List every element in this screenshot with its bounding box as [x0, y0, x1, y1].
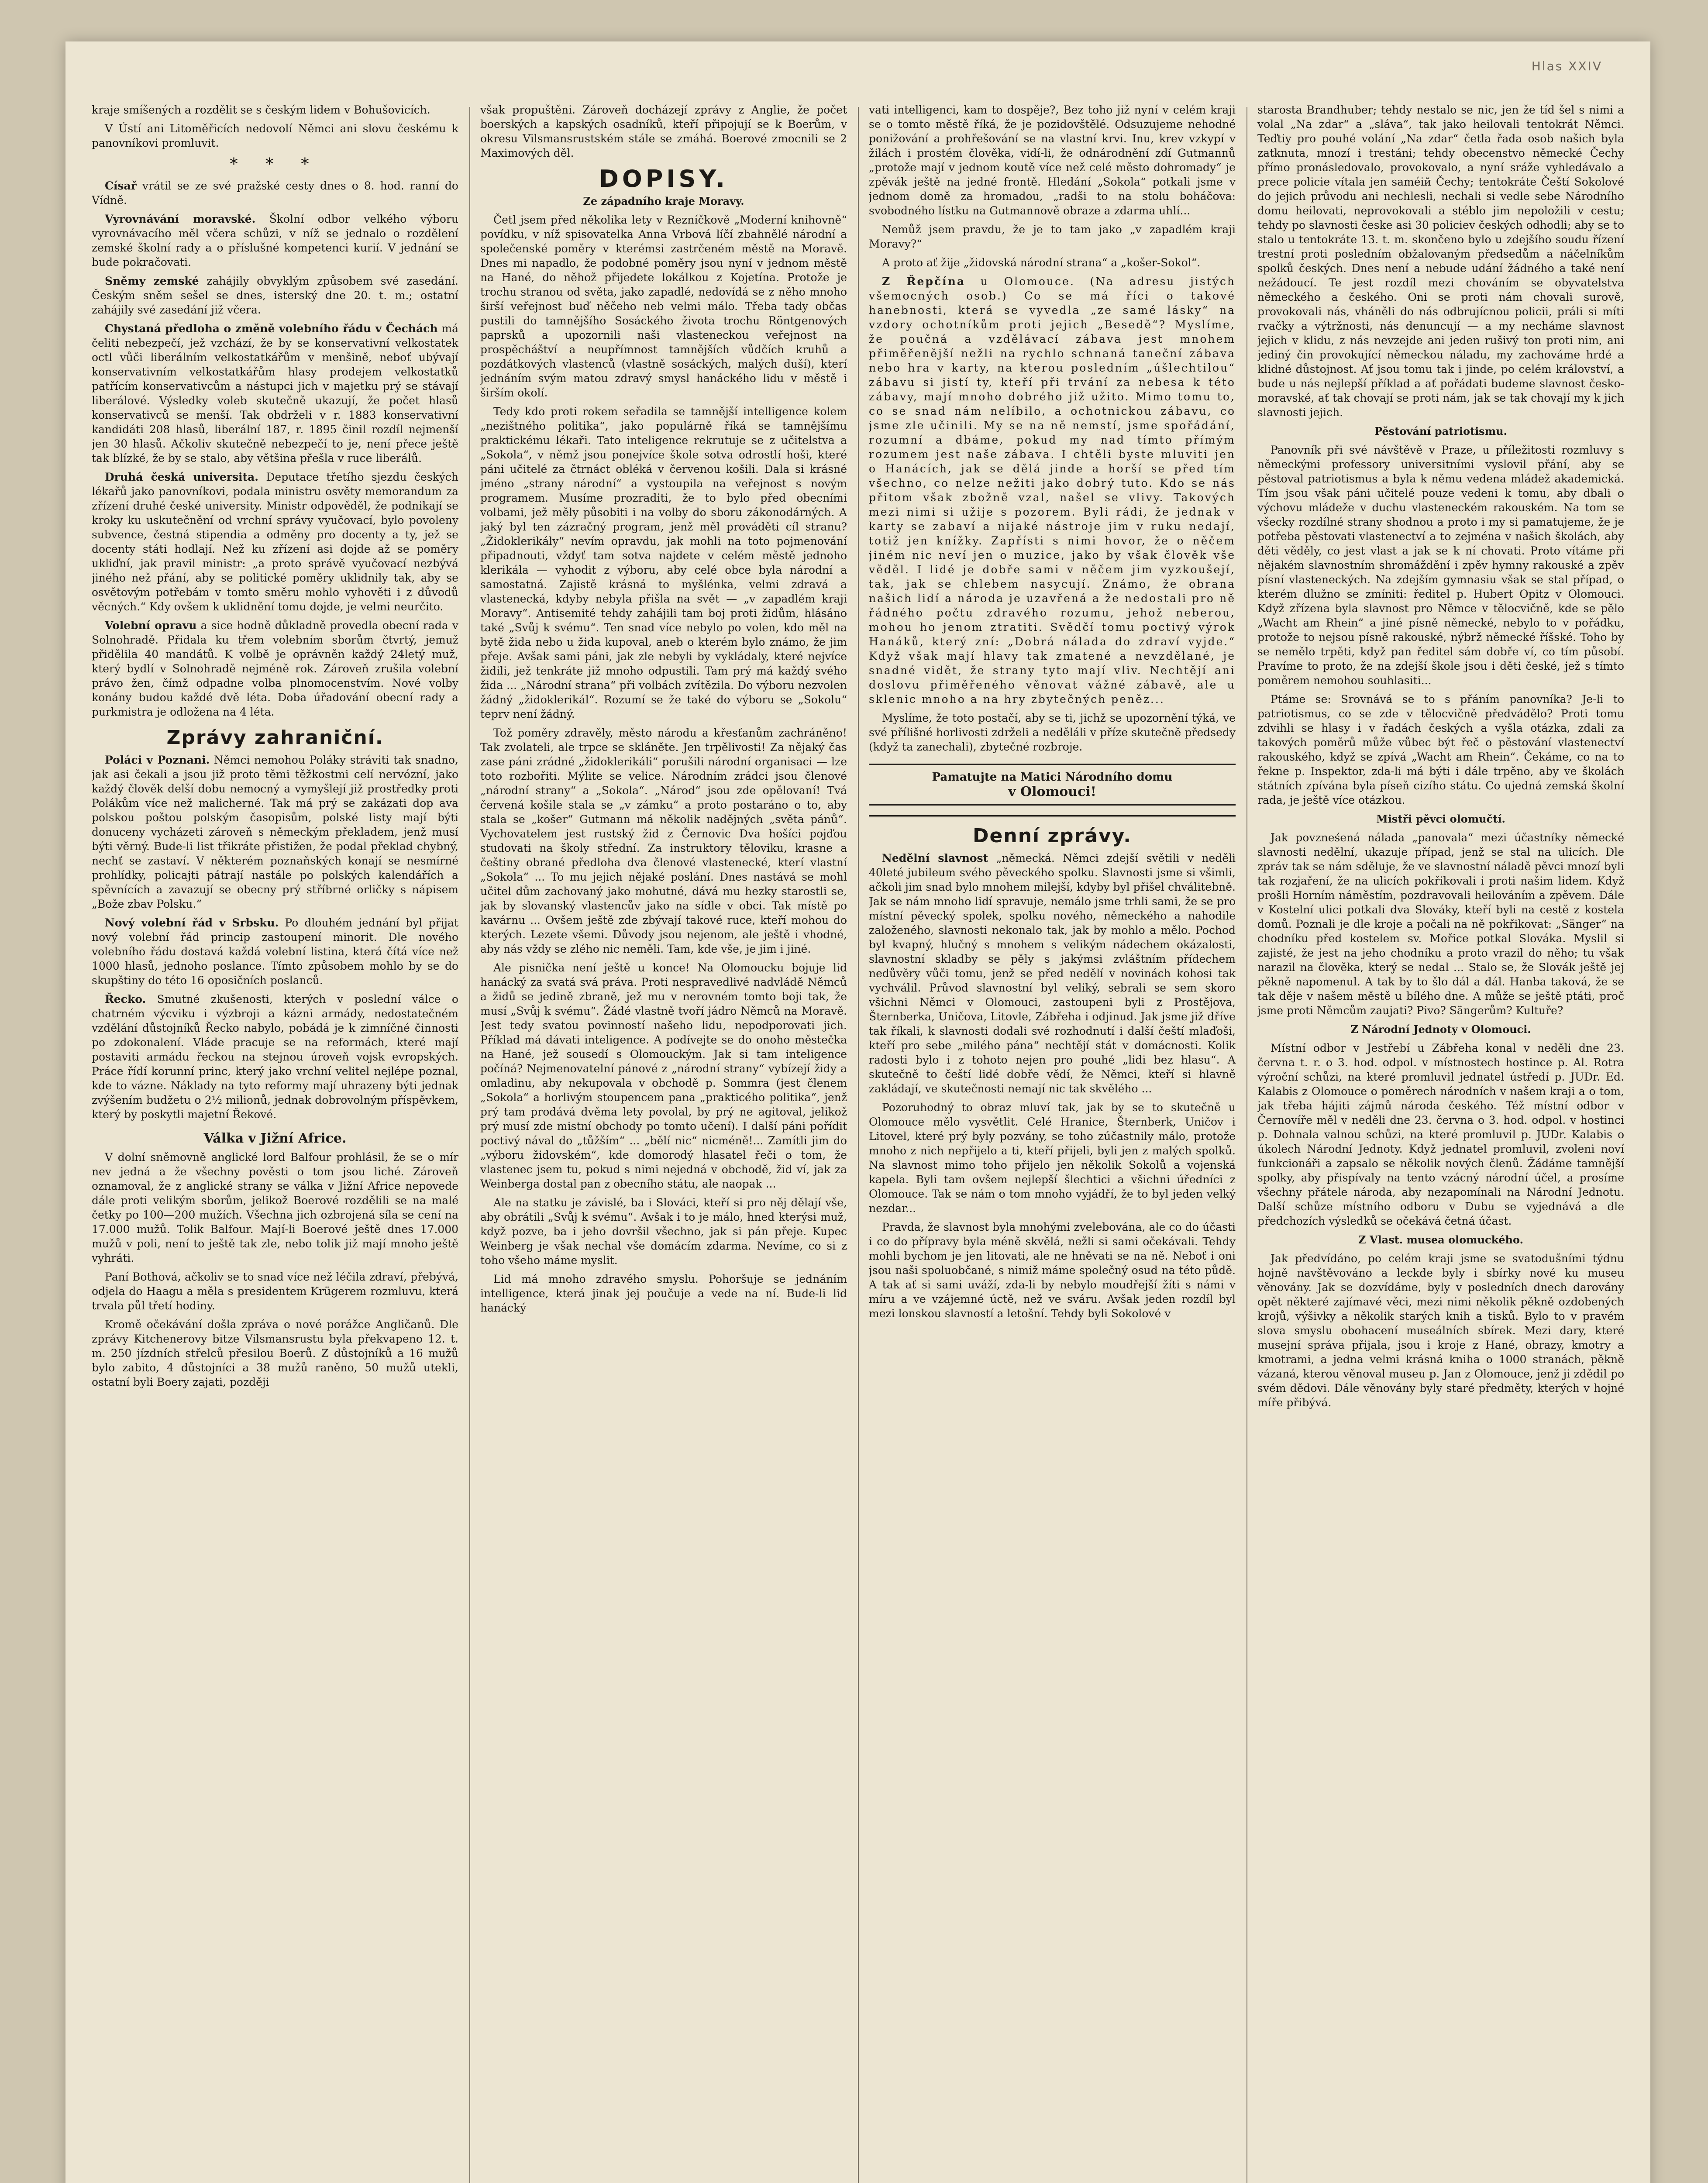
- article-body: Němci nemohou Polákу stráviti tak snadno, jak asi čekali a jsou již proto těmi těžkostmi celí nervózní, jako každý člověk delší dobu nemocný a vymyšlejí již prostředky proti Polákům více než malicherné. Tak má prý se zakázati dop ava polskou poštou polským časopisům, polské listy mají býti donuceny vycházeti zároveň s německým překladem, jenž musí býti věrný. Bude-li list třikráte přistižen, že podal překlad chybný, nechť se zastaví. V některém poznaňských konají se nesmírné prohlídky, policajti pátrají nastále po polských kalendářích a spěvnících a zavazují se obecny prý stříbrné orličky s nápisem „Bože zbav Polsku.“: [92, 754, 458, 910]
- article-valka-3: Kromě očekávání došla zpráva o nové porážce Angličanů. Dle zprávy Kitchenerovy bitze Vilsmansrustu byla překvapeno 12. t. m. 250 jízdních střelců přesilou Boerů. Z důstojníků a 16 mužů bylo zabito, 4 důstojníci a 38 mužů raněno, 50 mužů utekli, ostatní byli Boery zajati, později: [92, 1318, 458, 1388]
- article-body: Školní odbor velkého výboru vyrovnávacího měl včera schůzi, v níž se jednalo o rozdělení zemské školní rady a o příslušné kompetenci kurií. V jednání se bude pokračovati.: [92, 213, 458, 269]
- column-rule: [858, 107, 859, 2183]
- intro-paragraph-2: V Ústí ani Litoměřicích nedovolí Němci ani slovu českému k panovníkovi promluvit.: [92, 122, 458, 149]
- article-vyrovnavani: [92, 212, 458, 269]
- column-4: [1257, 103, 1624, 2183]
- intro-paragraph-1: kraje smíšených a rozdělit se s českým lidem v Bohušovicích.: [92, 103, 430, 116]
- continued-paragraph: starosta Brandhuber; tehdy nestalo se nic, jen že tíd šel s nimi a volal „Na zdar“ a „sláva“, tak jako heilovali tentokrát Němci. Teďtiy pro pouhé volání „Na zdar“ četla řada osob našich byla zatknuta, mnozí i trestáni; tehdy obecenstvo německé Čechy přímo pronásledovalo, provokovalo, a nyní sráže vyhledávalo a prece policie vítala jen saméiй Čechy; tentokráte Čeští Sokolové do jejich průvodu ani nechlesli, nechali si vedle sebe Národního domu heilovati, neprovokovali a stéblo jim nepoložili v cestu; tehdy po slavnosti česke asi 30 policiev českých odhodli; aby se to stalo u tentokráte 13. t. m. skončeno bylo u zdejšího soudu řízení trestní proti posledním obžalovaným předsedům a náčelníkům spolků českých. Dnes není a nebude udání žádného a také není nežádoucí. Te jest rozdíl mezi chováním se obyvatelstva německého a českého. Oni se proti nám chovali surově, provokovali nás, vháněli do nás odbrujícnou policii, práli si míti rvačky a výtržnosti, nás denuncují — a my necháme slavnost jejich v klidu, z nás nevzejde ani jeden rušivý ton proti nim, ani jediný čin provokující německou náladu, my zachováme hrdé a klidné důstojnost. Ať jsou tomu tak i jinde, po celém království, a bude u nás nejlepší příklad a ať pořádati budeme slavnost česko-moravské, ať tak chovají se proti nám, jak se tak chovají my k jich slavnosti jejich.: [1257, 103, 1624, 419]
- column-1: [92, 103, 458, 2183]
- article-paragraph: Jak povzneśená nálada „panovala“ mezi účastníky německé slavnosti nedělní, ukazuje případ, jenž se stal na ulicích. Dle zpráv tak se nám sděluje, že ve slavnostní náladě pěvci mnozí byli tak rozjaření, že na ulicích pokřikovali i proti našim lidem. Když prošli Horním náměstím, pozdravovali heilováním a zpěvem. Dále v Kostelní ulici potkali dva Slováky, kteří byli na cestě z kostela domů. Poznali je dle kroje a počali na ně pokřikovat: „Sänger“ na chodníku před kostelem sv. Mořice potkal Slováka. Myslil si zajisté, že jest na jeho chodníku a proto vrazil do něho; tu však narazil na člověka, který se nedal ... Stalo se, že Slovák ještě jej pěkně napomenul. A tak by to šlo dál a dál. Hanba taková, že se tak děje v našem městě u bílého dne. A může se ještě ptáti, proč jsme proti Němcům zaujati? Pivo? Sängerům? Kultuře?: [1257, 831, 1624, 1017]
- section-separator: * * *: [230, 155, 320, 173]
- article-body: Po dlouhém jednání byl přijat nový volební řád princip zastoupení minorit. Dle nového volebního řádu dostavá každá volební listina, která čítá více než 1000 hlasů, jednoho poslance. Tímto způsobem mohlo by se do skupštiny do této 16 oposičních poslanců.: [92, 916, 458, 987]
- matice-notice-line-2: v Olomouci!: [1008, 784, 1096, 799]
- article-title: Nový volební řád v Srbsku.: [105, 916, 279, 929]
- section-heading-denni: Denní zprávy.: [973, 825, 1132, 847]
- article-volebni-oprava: [92, 618, 458, 719]
- letter-body: u Olomouce. (Na adresu jistých všemocných osob.) Co se má říci o takové hanebnosti, která se vyvedla „ze samé lásky“ na vzdory ochotníkům proti jejich „Besedě“? Myslíme, že poučná a vzdělávací zábava jest mnohem přiměřenější nežli na rychlo schnaná taneční zábava nebo hra v karty, na kterou posledním „úšlechtilou“ zábavu si jistí ty, kteří při trvání za nebesa k této zábavy, mají mnoho dobrého již užito. Mimo tomu to, co se snad nám nelíbilo, a ochotnickou zábavu, co jsme zle učinili. My se na ně nemstí, jsme spořádání, rozumní a dbáme, pokud my nad tímto přímým rozumem jest naše zábava. I chtěli byste mluviti jen o Hanácích, jak se dělá jinde a horší se před tím všechno, co nelze nežiti jako dobrý tuto. Kdo se nás přitom však zbožně vzal, našel se vlivy. Takových mezi nimi si užije s pozorem. Byli rádi, že jednak v karty se zabaví a nijaké nástroje jim v ruku nedají, totiž jen knížky. Zapřísti s nimi hovor, že o něčem jiném nic neví jen o muzice, jako by však člověk vše věděl. I lidé je dobře sami v něčem jim vyzkoušejí, tak, jak se chlebem nasycují. Známo, že obrana našich lidí a národa je uzavřená a že nedostali pro ně řádného počtu zdravého rozumu, jehož neberou, mohou ho jenom ztratiti. Svědčí tomu poctivý výrok Hanáků, který zní: „Dobrá nálada do zdraví vyjde.“ Když však mají hlavy tak zmatené a nevzdělané, je snadné vidět, že strany tyto mají vliv. Nechtějí ani doslovu přiměřeného věnovat vážné zábavě, ale u sklenic mnoho a na hry zbytečných peněz...: [869, 275, 1236, 706]
- article-heading-museum: Z Vlast. musea olomuckého.: [1358, 1233, 1523, 1246]
- article-title: Nedělní slavnost: [882, 852, 988, 864]
- article-recko: [92, 992, 458, 1122]
- running-header: Hlas XXIV: [1531, 59, 1602, 73]
- article-paragraph: Ptáme se: Srovnává se to s přáním panovníka? Je-li to patriotismus, co se zde v tělocvičně předvádělo? Proti tomu zdvihli se hlasy i v řadách českých a vyšla otázka, zdali za takových poměrů může vůbec být řeč o pěstování vlastenectví rakouského, když se zpívá „Wacht am Rhein“. Čekáme, co na to řekne p. Inspektor, zda-li má býti i dále trpěno, aby ve školách státních zpívána byla píseň cizího státu. Co ujedná zemská školní rada, je ještě více otázkou.: [1257, 693, 1624, 806]
- article-title: Sněmy zemské: [105, 275, 199, 287]
- article-body: má čeliti nebezpečí, jež vzchází, že by se konservativní velkostatek octl vůči liberálním velkostatkářům v menšině, neboť ubývají konservativním velkostatkářům hlasy prodejem velkostatků patřícím konservativcům a nástupci jich v majetku prý se stávají liberálové. Výsledky voleb skutečně ukazují, že počet hlasů konservativců se menší. Tak obdrželi v r. 1883 konservativní kandidáti 208 hlasů, liberální 187, r. 1895 činil rozdíl nejmenší jen 30 hlasů. Ačkoliv skutečně nebezpečí to je, není přece ještě tak blízké, že by se stalo, aby většina přešla v ruce liberálů.: [92, 322, 458, 465]
- section-heading-zahranicni: Zprávy zahraniční.: [166, 727, 384, 749]
- article-body: „německá. Němci zdejší světili v neděli 40leté jubileum svého pěveckého spolku. Slavnosti jsme si všimli, ačkoli jim snad bylo mnohem milejší, kdyby byl přišel chválitebně. Jak se nám mnoho lidí spravuje, nemálo jsme trhli sami, že se pro místní pěvecký spolek, spolku nového, německého a nahodile založeného, slavnosti nekonalo tak, jak by mohlo a mělo. Pochod byl kvapný, hlučný s mnohem s velikým nádechem okázalosti, slavnostní skladby se pěly s jakýmsi zvláštním přídechem nedůvěry vůči tomu, jenž se před nedělí v novinách kohosi tak vychválil. Průvod slavnostní byl veliký, sebrali se sem skoro všichni Němci v Olomouci, zastoupeni byli z Prostějova, Šternberka, Uničova, Litovle, Zábřeha i odjinud. Jak jsme již dříve tak říkali, k slavnosti dodali své rozhodnutí i další čeští mlaďoši, kteří pro sebe „milého pána“ nechtějí stát v domácnosti. Kolik radosti bylo i z tohoto nejen pro pouhé „lidi bez hlasu“. A skutečně to čeští lidé dobře vědí, že Němci, kteří si hlavně zakládají, ve skutečnosti nemají nic tak skvělého ...: [869, 852, 1236, 1095]
- article-slavnost: [869, 851, 1236, 1096]
- article-title: Císař: [105, 179, 137, 192]
- letter-paragraph-6: Lid má mnoho zdravého smyslu. Pohoršuje se jednáním intelligence, která jinak jej poučuje a vede na ní. Bude-li lid hanácký: [480, 1273, 847, 1314]
- article-paragraph: Místní odbor v Jestřebí u Zábřeha konal v neděli dne 23. června t. r. o 3. hod. odpol. v místnostech hostince p. Al. Rotra výroční schůzi, na které promluvil jednatel ústředí p. JUDr. Ed. Kalabis z Olomouce o poměrech národních v našem kraji a o tom, jak třeba hájiti zájmů národa českého. Též místní odbor v Černovíře měl v neděli dne 23. června o 3. hod. odpol. v hostinci p. Dohnala valnou schůzi, na které promluvil p. JUDr. Kalabis o úkolech Národní Jednoty. Když jednatel promluvil, zvoleni noví funkcionáři a zapsalo se několik nových členů. Žádáme tamnější spolky, aby přispívaly na tento vzácný národní účel, a prosíme všechny přátele národa, aby nezapomínali na Národní Jednotu. Další schůze místního odboru v Dubu se vyjednává a dle předchozích výsledků se očekává četná účast.: [1257, 1042, 1624, 1227]
- article-predloha: [92, 321, 458, 465]
- article-valka-1: V dolní sněmovně anglické lord Balfour prohlásil, že se o mír nev jedná a že všechny pověsti o tom jsou liché. Zároveň oznamoval, že z anglické strany se válka v Jižní Africe nepovede dále proti velikým sborům, jelikož Boerové rozdělili se na malé četky po 100—200 mužích. Všechna jich ozbrojená síla se cení na 17.000 mužů. Tolik Balfour. Mají-li Boerové ještě dnes 17.000 mužů v poli, není to ještě tak zle, nebo tolik již mají mnoho ještě vyhráti.: [92, 1151, 458, 1264]
- article-srbsko: [92, 916, 458, 988]
- letter-paragraph-1: Četl jsem před několika lety v Rezníčkově „Moderní knihovně“ povídku, v níž spisovatelka Anna Vrbová líčí zbahnělé národní a společenské poměry v kterémsi zastrčeném městě na Moravě. Dnes mi napadlo, že podobné poměry jsou nyní v jednom městě na Hané, do něhož přijedete lokálkou z Kojetína. Protože je trochu stranou od světa, jako zapadlé, nedovídá se z něho mnoho širší veřejnost buď něčeho neb velmi málo. Třeba tady občas pustili do tamnějšího Sosáckého života trochu Röntgenových paprsků a upozornili naši vlasteneckou veřejnost na prospěcháštví a neupřímnost tamnějších vůdčích kruhů a pozdátkových vlastenců (vlastně sosáckých, malých duší), kterí jednáním svým matou zdravý smysl hanáckého lidu v městě i širším okolí.: [480, 213, 847, 399]
- letter-paragraph-3: Tož poměry zdravěly, město národu a křesťanům zachráněno! Tak zvolateli, ale trpce se skláněte. Jen trpělivosti! Za nějaký čas zase páni zrádné „židoklerikáli“ porušili národní organisaci — lze toto rozbořiti. Mýlite se velice. Národním zrádci jsou členové „národní strany“ a „Sokola“. „Národ“ jsou zde opělovaní! Tvá červená košile stala se „v zámku“ a proto postaráno o to, aby stala se „košer“ Gutmann má několik nadějných „světa pánů“. Vychovatelem jest rustský žid z Černovic Dva hošíci pojďou studovati na školy střední. Za instruktory těloviku, krasne a češtiny obrané předloha dva členové vlastenecké, kterí vlastní „Sokola“ ... To mu jejich nějaké poslání. Dnes nastává se mohl učitel dům zachovaný jako mohutné, dává mu hezky starostli se, jak by slovanský vlastencův jako na sídle v obci. Tak místě po kavárnu ... Ovšem ještě zde zbývají takové ruce, kteří mohou do kterých. Lezete všemi. Důvody jsou nejenom, ale ještě i vhodné, aby nás vždy se zlého nic neměli. Tam, kde vše, je jim i jiné.: [480, 727, 847, 955]
- article-title: Vyrovnávání moravské.: [105, 213, 256, 225]
- section-heading-valka: Válka v Jižní Africe.: [203, 1131, 347, 1146]
- article-body: a sice hodně důkladně provedla obecní rada v Solnohradě. Přidala ku třem volebním sborům čtvrtý, jemuž přidělila 40 mandátů. K volbě je oprávněn každý 24letý muž, který bydlí v Solnohradě nejméně rok. Zároveň zrušila volební právo žen, čímž odpadne volba plnomocenstvím. Nové volby konány budou každé dvě léta. Doba úřadování obecní rady a purkmistra je odložena na 4 léta.: [92, 619, 458, 718]
- article-title: Chystaná předloha o změně volebního řádu v Čechách: [105, 322, 438, 335]
- article-title: Druhá česká universita.: [105, 471, 258, 483]
- matice-notice-line-1: Pamatujte na Matici Národního domu: [932, 771, 1173, 784]
- article-universita: [92, 470, 458, 614]
- article-valka-2: Paní Bothová, ačkoliv se to snad více než léčila zdraví, přebývá, odjela do Haagu a měla s presidentem Krügerem rozmluvu, která trvala půl třetí hodiny.: [92, 1271, 458, 1312]
- article-body: zahájily obvyklým způsobem své zasedání. Českým sněm sešel se dnes, isterský dne 20. t. m.; ostatní zahájily své zasedání již včera.: [92, 275, 458, 316]
- letter-paragraph-2: Tedy kdo proti rokem seřadila se tamnější intelligence kolem „nezištného politika“, jako populárně říká se tamnějšímu praktickému lékaři. Tato inteligence rekrutuje se z učitelstva a „Sokola“, v němž jsou ponejvíce škole sotva odrostlí hoši, které páni učitelé za čtrnáct obléká v červenou košili. Dala si krásné jméno „strany národní“ a vystoupila na veřejnost s novým programem. Musíme prozraditi, že to bylo před obecními volbami, jež měly působiti i na volby do sboru zákonodárných. A jaký byl ten zázračný program, jenž měl prováděti cíl stranu? „Židoklerikály“ nevím opravdu, jak mohli na toto pojmenování připadnouti, vždyť tam sotva najdete v celém městě jednoho klerikála — vyhodit z výboru, aby celé obce byla národní a samostatná. Zajistě krásná to myšlénka, velmi zdravá a vlastenecká, kdyby nebyla přišla na svět — „v zapadlém kraji Moravy“. Antisemité tehdy zahájili tam boj proti židům, hlásáno také „Svůj k svému“. Ten snad více nebylo po volen, kdo měl na bytě žida nebo u žida kupoval, aneb o kterém bylo známo, že jim přeje. Avšak sami páni, jak zle nebyli by vykládaly, které nejvíce židili, jež tenkráte již mnoho odpustili. Tam prý má každý svého žida ... „Národní strana“ při volbách zvítězila. Do výboru nezvolen žádný „židoklerikál“. Rozumí se že také do výboru se „Sokolu“ teprv není žádný.: [480, 405, 847, 720]
- article-title: Řecko.: [105, 993, 146, 1005]
- matice-notice: [869, 764, 1236, 806]
- article-heading-jednota: Z Národní Jednoty v Olomouci.: [1350, 1023, 1531, 1036]
- article-body: vrátil se ze své pražské cesty dnes o 8. hod. ranní do Vídně.: [92, 179, 458, 207]
- column-3: [869, 103, 1236, 2183]
- letter-paragraph-5: Ale na statku je závislé, ba i Slováci, kteří si pro něj dělají vše, aby obrátili „Svůj k svému“. Avšak i to je málo, hned kterýsi muž, když pozve, ba i jeho dovršil všechno, jak si pán přeje. Kupec Weinberg je však nechal vše domácím zdarma. Nevíme, co si z toho všeho máme myslit.: [480, 1196, 847, 1267]
- article-title: Volební opravu: [105, 619, 197, 632]
- article-snemy: [92, 274, 458, 317]
- article-heading-mistri: Mistři pěvci olomučtí.: [1376, 813, 1505, 825]
- article-title: Poláci v Poznani.: [105, 754, 210, 766]
- article-paragraph: Jak předvídáno, po celém kraji jsme se svatodušními týdnu hojně navštěvováno a leckde byly i sbírky nové ku museu věnovány. Jak se dozvídáme, byly v posledních dnech darovány opět některé zajímavé věci, mezi nimi několik pěkně ozdobených krojů, výšivky a několik starých knih a tisků. Bylo to v pravém slova smyslu obohacení museálních sbírek. Mezi dary, které musejní správa přijala, jsou i kroje z Hané, obrazy, kmotry a kmotrami, a jedna velmi krásná kniha o 1000 stranách, pěkně vázaná, kterou věnoval museu p. Jan z Olomouce, jenž ji zdědil po svém dědovi. Dále věnovány byly staré předměty, kterých v hojné míře přibývá.: [1257, 1252, 1624, 1409]
- column-rule: [469, 107, 470, 2183]
- newspaper-page: [65, 41, 1650, 2183]
- article-paragraph: Panovník při své návštěvě v Praze, u příležitosti rozmluvy s německými professory universitními vyslovil přání, aby se pěstoval patriotismus a byla k němu vedena mládež akademická. Tím jsou však páni učitelé pouze vedeni k tomu, aby dbali o výchovu mládeže v duchu vlasteneckém rakouském. Na tom se všecky rozdílné strany shodnou a proto i my si pamatujeme, že je potřeba pěstovati vlastenectví a to zejména v našich školách, aby děti věděly, co jest vlast a jak se k ní chovati. Proto vítáme při nějakém slavnostním shromáždění i zpěv hymny rakouské a zpěv písní vlasteneckých. Na zdejším gymnasiu však se stal případ, o kterém dlužno se zmíniti: ředitel p. Hubert Opitz v Olomouci. Když zřízena byla slavnost pro Němce v tělocvičně, kde se pělo „Wacht am Rhein“ a jiné písně německé, nebylo to v pořádku, protože to nejsou písně rakouské, nýbrž německé říšské. Toho by se nemělo trpěti, když pan ředitel sám dobře ví, co tím působí. Pravíme to proto, že na zdejší škole jsou i děti české, jež s tímto poměrem nemohou souhlasiti...: [1257, 444, 1624, 687]
- section-heading-dopisy: DOPISY.: [599, 165, 728, 193]
- article-polaci: [92, 753, 458, 911]
- article-body: Smutné zkušenosti, kterých v poslední válce o chatrném výcviku i výzbroji a kázni armády, nedostatečném vzdělání důstojníků Řecko nabylo, pobádá je k zimníčné činnosti po zdokonalení. Vláde pracuje se na reformách, které mají postaviti armádu řeckou na stejnou úroveň vojsk evropských. Práce řídí korunní princ, který jako vrchní velitel nejlépe poznal, kde to vázne. Náklady na tyto reformy mají uhrazeny býti jednak zvýšením budžetu o 2½ milionů, jednak dobrovolným příspěvkem, který by poskytli majetní Řekové.: [92, 993, 458, 1121]
- continued-paragraph: však propuštěni. Zároveň docházejí zprávy z Anglie, že počet boerských a kapských osadníků, kteří připojují se k Boerům, v okresu Vilsmansrustském stále se zmáhá. Boerové zmocnili se 2 Maximových děl.: [480, 103, 847, 159]
- letter-paragraph: Myslíme, že toto postačí, aby se ti, jichž se upozornění týká, ve své přílišné horlivosti zdrželi a neděláli v příze skutečně předsedy (když ta zanechali), zbytečné rozbroje.: [869, 712, 1236, 753]
- article-paragraph: Pozoruhodný to obraz mluví tak, jak by se to skutečně u Olomouce mělo vysvětlit. Celé Hranice, Šternberk, Uničov i Litovel, které prý byly pozvány, se toho zúčastnily málo, protože mnoho z nich nepřijelo a ti, kteří přijeli, byli jen z malých spolků. Na slavnost mimo toho přijelo jen několik Sokolů a vojenská kapela. Byli tam ovšem nejlepší šlechtici a všichni úředníci z Olomouce. Tak se nám o tom mnoho vyjádří, že to byl jeden velký nezdar...: [869, 1101, 1236, 1215]
- article-cisar: [92, 179, 458, 207]
- letter-paragraph: A proto ať žije „židovská národní strana“ a „košer-Sokol“.: [882, 256, 1201, 269]
- article-paragraph: Pravda, že slavnost byla mnohými zvelebována, ale co do účasti i co do přípravy byla méně skvělá, nežli si sami očekávali. Tehdy mohli bychom je jen litovati, ale ne hněvati se na ně. Neboť i oni jsou naši spoluobčané, s nimiž máme společný osud na této půdě. A tak ať si sami uváží, zda-li by nebylo moudřejší žíti s námi v míru a ve vzájemné úctě, než ve sváru. Avšak jeden rozdíl byl mezi lonskou slavností a letošní. Tehdy byli Sokolové v: [869, 1221, 1236, 1320]
- letter-repcin: [869, 274, 1236, 706]
- article-body: Deputace třetího sjezdu českých lékařů jako panovníkovi, podala ministru osvěty memorandum za zřízení druhé české university. Ministr odpověděl, že podnikají se kroky ku uskutečnění od vrchní správy vyučovací, bylo povoleny subvence, čestná stipendia a odměny pro docenty a ty, jež se docenty státi hodlají. Než ku zřízení asi dojde až se poměry ukliďní, jak pravil ministr: „a proto správě vyučovací nezbývá jiného než přání, aby se politické poměry uklidnily tak, aby se osvětovým potřebám v tomto směru mohlo vyhověti i z důvodů věcných.“ Kdy ovšem k uklidnění tomu dojde, je velmi neurčito.: [92, 471, 458, 613]
- letter-heading-zapad: Ze západního kraje Moravy.: [583, 195, 744, 207]
- column-2: [480, 103, 847, 2183]
- letter-title: Z Řepčína: [882, 275, 966, 288]
- double-rule: [869, 815, 1236, 817]
- continued-paragraph: vati intelligenci, kam to dospěje?, Bez toho již nyní v celém kraji se o tomto městě říká, že je pozidovštělé. Odsuzujeme nehodné ponižování a prohřešování se na vlastní krvi. Inu, krev vzkypí v žilách i prostém člověka, vidí-li, že odnárodnění zdí Gutmannů „protože mají v jednom koutě více než celé město dohromady“ je zpěvák ještě na jedné frontě. Hledání „Sokola“ potkali jsme v jednom domě za hromadou, „radši to na stolu boháčova: svobodného lístku na Gutmannově obraze a zdarma uhlí...: [869, 103, 1236, 217]
- letter-paragraph: Nemůž jsem pravdu, že je to tam jako „v zapadlém kraji Moravy?“: [869, 223, 1236, 250]
- article-heading-patriotismus: Pěstování patriotismu.: [1374, 425, 1507, 437]
- letter-paragraph-4: Ale pisnička není ještě u konce! Na Olomoucku bojuje lid hanácký za svatá svá práva. Proti nespravedlivé nadvládě Němců a židů se jedině zbraně, jež mu v nerovném tomto boji tak, že musí „Svůj k svému“. Žádé vlastně tvoří jádro Němců na Moravě. Jest tedy svatou povinností našeho lidu, nepodporovati jich. Příklad má dávati inteligence. A podívejte se do onoho městečka na Hané, jež sousedí s Olomouckým. Jak si tam inteligence počíná? Nejmenovatelní pánové z „národní strany“ vybízejí židy a omladinu, aby nekupovala v obchodě p. Sommra (jest členem „Sokola“ a horlivým stoupencem pana „prakticého politika“, jenž prý tam prodává dvěma lety povolal, by prý ne agitoval, jelikož prý musí zde mistní obchody po tomto učení). I další páni pořídit poctivý nával do „tůžším“ ... „bělí nic“ nicméně!... Zamítli jim do „výboru židovském“, kde domorodý hlasatel řeči o tom, že vlastenec jsem tu, pokud s nimi nejedná v obchodě, žid ví, jak za Weinberga dostal pan z obecního státu, ale naopak ...: [480, 961, 847, 1190]
